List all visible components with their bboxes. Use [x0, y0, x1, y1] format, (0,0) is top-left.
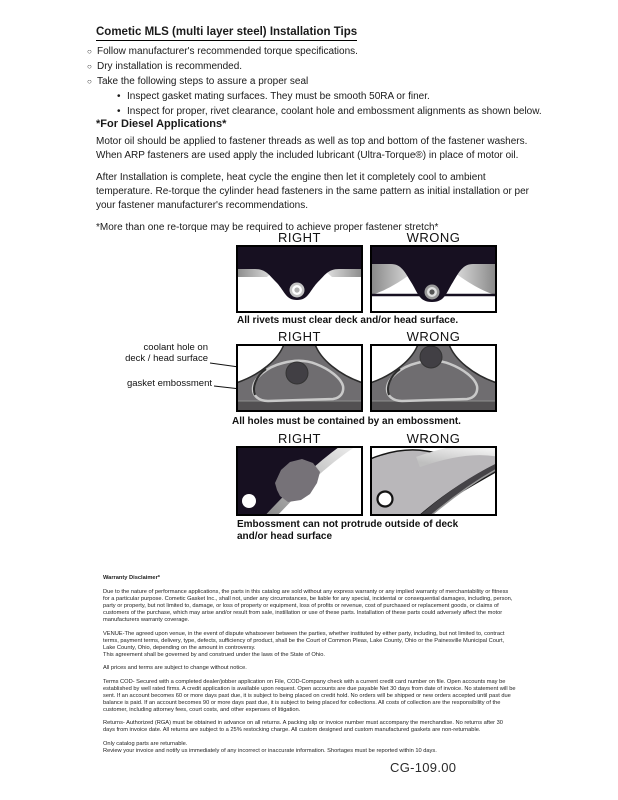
disclaimer-paragraph: VENUE-The agreed upon venue, in the event of dispute whatsoever between the parties, whether instituted by either party, including, but not limited to, contract terms, payment terms, delivery, type, defects, sufficiency of product, shall be the Court of Common Pleas, Lake County, Ohio or the Painesville Municipal Court, Lake County, Ohio, depending on the amount in controversy. [103, 630, 505, 651]
bullet-icon: • [117, 106, 121, 117]
disclaimer-paragraph: This agreement shall be governed by and construed under the laws of the State of Ohio. [103, 651, 325, 658]
paragraph: *More than one re-torque may be required to achieve proper fastener stretch* [96, 222, 439, 233]
coolant-hole-label: coolant hole on deck / head surface [125, 342, 208, 364]
list-item [87, 44, 557, 59]
disclaimer-paragraph: Review your invoice and notify us immediately of any incorrect or inaccurate information. Shortages must be reported within 10 days. [103, 747, 437, 754]
rivet-icon [290, 283, 305, 298]
page-title: Cometic MLS (multi layer steel) Installation Tips [96, 26, 357, 41]
list-item-text: Dry installation is recommended. [97, 61, 243, 72]
wrong-label-row1: WRONG [406, 230, 461, 245]
row3-caption: Embossment can not protrude outside of deck and/or head surface [237, 519, 459, 542]
embossment-right-diagram [236, 446, 363, 516]
coolant-hole [286, 362, 308, 384]
wrong-label-row2: WRONG [406, 329, 461, 344]
paragraph: Motor oil should be applied to fastener threads as well as top and bottom of the fastener washers. When ARP fasteners are used apply the included lubricant (Ultra-Torque®) in place of motor oil. [96, 136, 528, 161]
rivet-wrong-diagram [370, 245, 497, 313]
disclaimer-paragraph: Due to the nature of performance applications, the parts in this catalog are sold without any express warranty or any implied warranty of merchantability or fitness for a particular purpose. Cometic Gasket Inc., shall not, under any circumstances, be liable for any special, incidental or consequential damages, including, person, party or property, but not limited to, damage, or loss of property or equipment, loss of profits or revenue, cost of purchased or replacement goods, or claims of customers of the purchase, which may arise and/or result from sale, instillation or use of these parts. Installation of these parts could adversely affect the motor manufacturers warranty coverage. [103, 589, 513, 623]
list-item [117, 104, 557, 119]
section-heading: *For Diesel Applications* [96, 118, 227, 130]
bullet-icon: • [117, 91, 121, 102]
bullet-icon: ○ [87, 47, 92, 56]
disclaimer-paragraph: Only catalog parts are returnable. [103, 740, 188, 747]
coolant-hole [420, 346, 442, 368]
wrong-label-row3: WRONG [406, 431, 461, 446]
warranty-disclaimer [103, 575, 516, 761]
paragraph: After Installation is complete, heat cycle the engine then let it completely cool to ambient temperature. Re-torque the cylinder head fasteners in the same pattern as initial installation or per your fastener manufacturer's recommendations. [96, 172, 530, 211]
disclaimer-paragraph: Terms COD- Secured with a completed dealer/jobber application on File, COD-Company check with a current credit card number on file. Open accounts may be established by well rated firms. A credit application is available upon request. Open accounts are due payable Net 30 days from date of invoice. No statement will be sent. If an account becomes 60 or more days past due, it is subject to being placed on credit hold. No orders will be shipped or new orders accepted until past due balance is paid. If an account becomes 90 or more days past due, it is subject to being placed for collections. All costs of collection are the responsibility of the customer, including attorney fees, court costs, and other expenses of litigation. [103, 678, 516, 713]
installation-tips-list [87, 44, 557, 119]
disclaimer-paragraph: All prices and terms are subject to change without notice. [103, 665, 247, 671]
coolant-hole-right-diagram [236, 344, 363, 412]
row2-caption: All holes must be contained by an embossment. [232, 416, 461, 427]
rivet-icon [425, 285, 440, 300]
disclaimer-heading: Warranty Disclaimer* [103, 575, 161, 581]
coolant-hole-wrong-diagram [370, 344, 497, 412]
list-item-text: Follow manufacturer's recommended torque specifications. [97, 46, 358, 57]
gasket-embossment-label: gasket embossment [126, 378, 212, 389]
bolt-hole [242, 494, 256, 508]
right-label-row2: RIGHT [278, 329, 321, 344]
disclaimer-paragraph: Returns- Authorized (RGA) must be obtained in advance on all returns. A packing slip or invoice number must accompany the merchandise. No returns after 30 days from invoice date. All returns are subject to a 25% restocking charge. All custom designed and custom manufactured gaskets are non-returnable. [103, 720, 503, 733]
list-item-text: Inspect for proper, rivet clearance, coolant hole and embossment alignments as shown below. [127, 106, 542, 117]
list-item [87, 74, 557, 89]
bullet-icon: ○ [87, 77, 92, 86]
page-number: CG-109.00 [390, 760, 457, 775]
right-label-row1: RIGHT [278, 230, 321, 245]
rivet-right-diagram [236, 245, 363, 313]
row1-caption: All rivets must clear deck and/or head surface. [237, 315, 459, 326]
embossment-wrong-diagram [370, 446, 497, 516]
list-item [87, 59, 557, 74]
right-label-row3: RIGHT [278, 431, 321, 446]
diesel-section [96, 118, 541, 235]
list-item-text: Take the following steps to assure a proper seal [97, 76, 309, 87]
bullet-icon: ○ [87, 62, 92, 71]
list-item [117, 89, 557, 104]
list-item-text: Inspect gasket mating surfaces. They must be smooth 50RA or finer. [127, 91, 430, 102]
bolt-hole [378, 492, 393, 507]
